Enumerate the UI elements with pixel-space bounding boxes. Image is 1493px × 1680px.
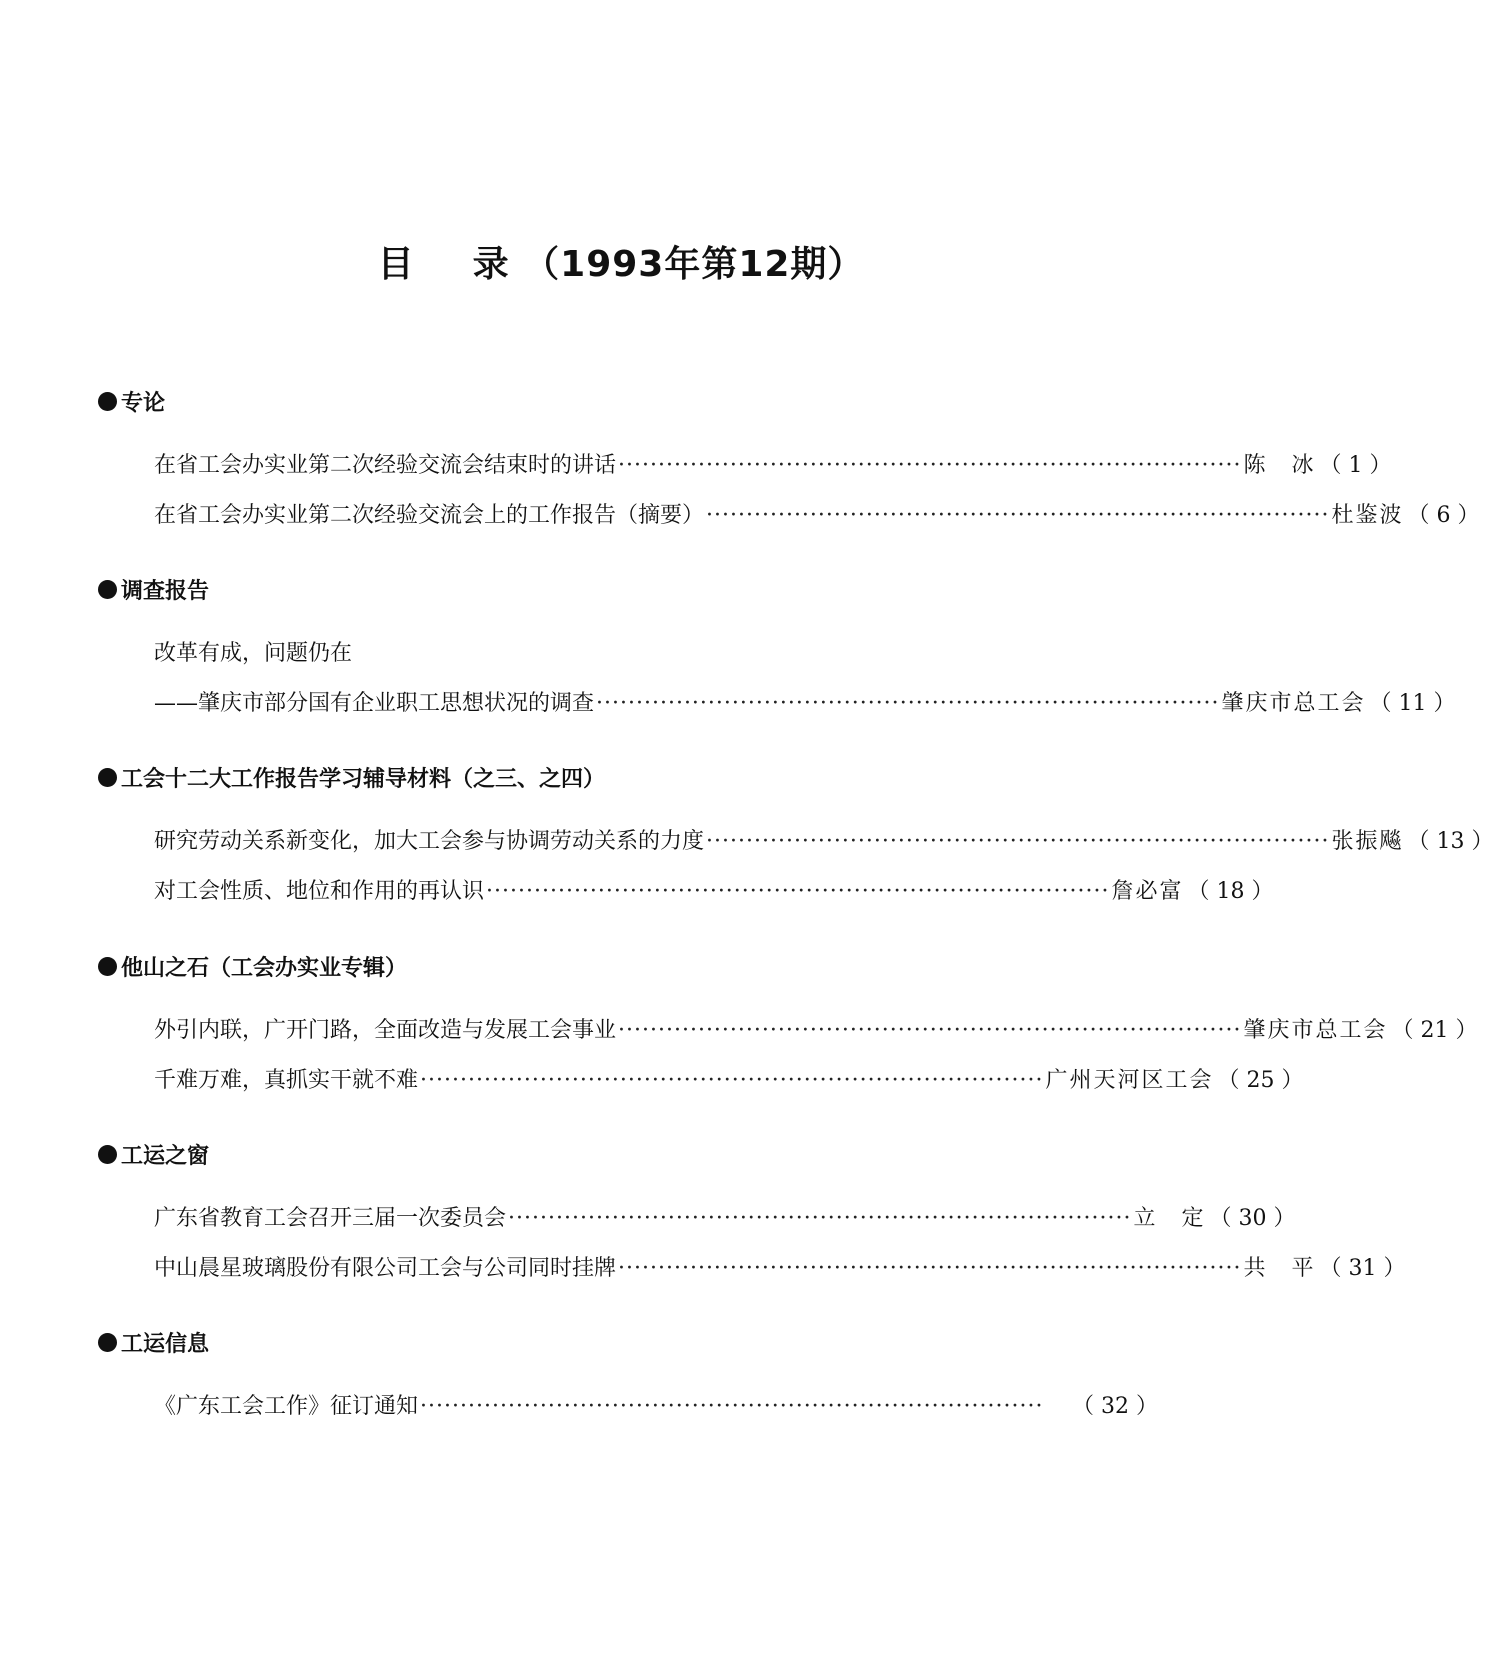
leader-dots: ··············································································: [618, 1018, 1242, 1043]
page-title: [0, 236, 1242, 287]
toc-entry[interactable]: 广东省教育工会召开三届一次委员会 ·············································································· 立 定 （ 30 ）: [154, 1206, 1296, 1231]
entry-title-line: 改革有成，问题仍在: [154, 641, 353, 666]
toc-entry[interactable]: 外引内联，广开门路，全面改造与发展工会事业 ·············································································· 肇庆市总工会 （ 21 ）: [154, 1018, 1478, 1043]
bullet-icon: [98, 768, 117, 787]
section-diaocha: [98, 574, 1456, 722]
section-gongyun-info: [98, 1327, 1158, 1425]
section-heading: 专论: [98, 386, 1158, 416]
toc-entry[interactable]: 研究劳动关系新变化，加大工会参与协调劳动关系的力度 ·············································································· 张振飚 （ 13 ）: [154, 829, 1493, 854]
bullet-icon: [98, 1333, 117, 1352]
leader-dots: ··············································································: [706, 503, 1330, 528]
leader-dots: ··············································································: [508, 1206, 1132, 1231]
section-zhuanlun: [98, 386, 1480, 534]
title-issue: （1993年第12期）: [523, 244, 865, 285]
section-tashan: [98, 951, 1478, 1099]
leader-dots: ··············································································: [618, 453, 1242, 478]
bullet-icon: [98, 957, 117, 976]
bullet-icon: [98, 1145, 117, 1164]
leader-dots: ··············································································: [596, 691, 1220, 716]
toc-entry[interactable]: 对工会性质、地位和作用的再认识 ·············································································· 詹必富 （ 18 ）: [154, 879, 1274, 904]
leader-dots: ··············································································: [420, 1394, 1044, 1419]
section-heading: 工运信息: [98, 1327, 1158, 1357]
section-heading: 调查报告: [98, 574, 1158, 604]
title-lu: 录: [472, 244, 510, 285]
toc-entry[interactable]: 在省工会办实业第二次经验交流会结束时的讲话 ·············································································· 陈 冰 （ 1 ）: [154, 453, 1392, 478]
leader-dots: ··············································································: [486, 879, 1110, 904]
bullet-icon: [98, 580, 117, 599]
section-heading: 他山之石（工会办实业专辑）: [98, 951, 1158, 981]
toc-entry[interactable]: 在省工会办实业第二次经验交流会上的工作报告（摘要） ·············································································· 杜鉴波 （ 6 ）: [154, 503, 1480, 528]
toc-entry[interactable]: 千难万难，真抓实干就不难 ·············································································· 广州天河区工会 （ 25 ）: [154, 1068, 1304, 1093]
title-mu: 目: [377, 244, 415, 285]
section-heading: 工会十二大工作报告学习辅导材料（之三、之四）: [98, 762, 1158, 792]
leader-dots: ··············································································: [420, 1068, 1044, 1093]
section-heading: 工运之窗: [98, 1139, 1158, 1169]
bullet-icon: [98, 392, 117, 411]
section-gongyun-window: [98, 1139, 1406, 1287]
leader-dots: ··············································································: [706, 829, 1330, 854]
toc-entry[interactable]: ——肇庆市部分国有企业职工思想状况的调查 ·············································································· 肇庆市总工会 （ 11 ）: [154, 691, 1456, 716]
section-xuexi: [98, 762, 1493, 910]
leader-dots: ··············································································: [618, 1256, 1242, 1281]
toc-entry[interactable]: 中山晨星玻璃股份有限公司工会与公司同时挂牌 ·············································································· 共 平 （ 31 ）: [154, 1256, 1406, 1281]
toc-entry[interactable]: 《广东工会工作》征订通知 ·············································································· （ 32 ）: [154, 1394, 1158, 1419]
